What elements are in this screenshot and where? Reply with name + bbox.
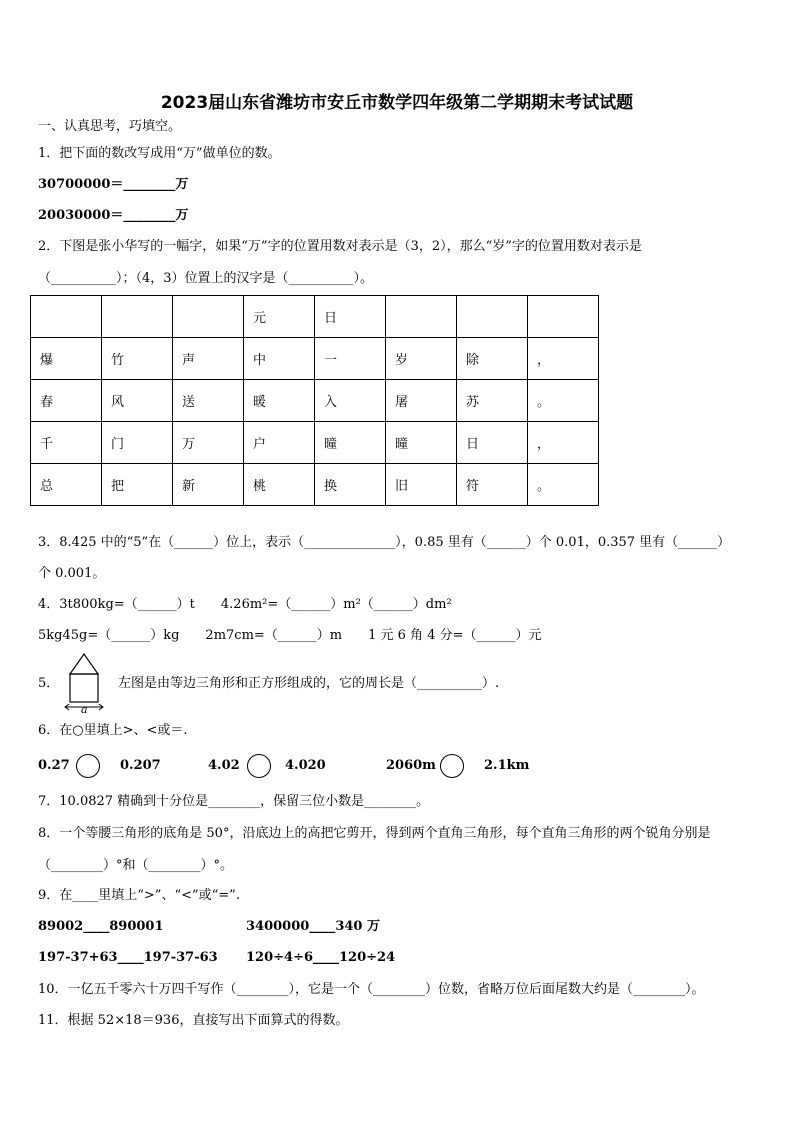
q5-number: 5．: [38, 676, 60, 691]
q2-stem-line1: 2．下图是张小华写的一幅字，如果“万”字的位置用数对表示是（3，2），那么“岁”字的位置用数对表示是: [38, 239, 642, 254]
triangle-square-figure: [62, 652, 112, 714]
section-heading: 一、认真思考，巧填空。: [38, 119, 182, 134]
q6-pair1-left: 0.27: [38, 758, 70, 773]
grid-cell: 旧: [386, 464, 457, 506]
grid-cell: 新: [173, 464, 244, 506]
grid-cell: 。: [528, 380, 599, 422]
grid-cell: 。: [528, 464, 599, 506]
q5-text: 左图是由等边三角形和正方形组成的，它的周长是（__________）.: [118, 676, 500, 691]
grid-cell: ，: [528, 338, 599, 380]
q8-line1: 8．一个等腰三角形的底角是 50°，沿底边上的高把它剪开，得到两个直角三角形，每个直角三角形的两个锐角分别是: [38, 826, 711, 841]
grid-cell: 元: [244, 296, 315, 338]
q1-line1: 30700000＝________万: [38, 177, 189, 192]
q4-line2: 5kg45g=（______）kg 2m7cm=（______）m 1 元 6 角 4 分=（______）元: [38, 628, 542, 643]
grid-row-1: [31, 296, 599, 338]
q9-stem: 9．在____里填上“>”、“<”或“=”.: [38, 888, 240, 903]
grid-cell: 中: [244, 338, 315, 380]
grid-row-4: [31, 422, 599, 464]
q6-pair2-left: 4.02: [208, 758, 240, 773]
grid-cell: 除: [457, 338, 528, 380]
q9-row1-a: 89002____890001: [38, 919, 164, 934]
grid-cell: 屠: [386, 380, 457, 422]
compare-circle-1[interactable]: [76, 754, 100, 778]
q6-pair2-right: 4.020: [285, 758, 326, 773]
grid-cell: [457, 296, 528, 338]
grid-cell: 门: [102, 422, 173, 464]
grid-cell: 入: [315, 380, 386, 422]
q9-row2-a: 197-37+63____197-37-63: [38, 950, 218, 965]
grid-cell: 日: [315, 296, 386, 338]
q2-stem-line2: （__________）；（4，3）位置上的汉字是（__________）。: [38, 271, 374, 286]
grid-cell: 曈: [386, 422, 457, 464]
compare-circle-3[interactable]: [440, 754, 464, 778]
grid-cell: 曈: [315, 422, 386, 464]
grid-cell: 一: [315, 338, 386, 380]
grid-cell: [528, 296, 599, 338]
grid-cell: 把: [102, 464, 173, 506]
q6-pair3-left: 2060m: [386, 758, 436, 773]
grid-cell: 爆: [31, 338, 102, 380]
grid-cell: 春: [31, 380, 102, 422]
compare-circle-2[interactable]: [247, 754, 271, 778]
grid-cell: 日: [457, 422, 528, 464]
square: [70, 674, 98, 702]
q1-line2: 20030000＝________万: [38, 208, 189, 223]
q9-row2-b: 120÷4÷6____120÷24: [246, 950, 396, 965]
grid-cell: 万: [173, 422, 244, 464]
grid-cell: 声: [173, 338, 244, 380]
q8-line2: （________）°和（________）°。: [38, 858, 234, 873]
q1-stem: 1．把下面的数改写成用“万”做单位的数。: [38, 146, 281, 161]
q7: 7．10.0827 精确到十分位是________，保留三位小数是________。: [38, 794, 430, 809]
grid-cell: [386, 296, 457, 338]
grid-row-2: [31, 338, 599, 380]
grid-cell: 换: [315, 464, 386, 506]
grid-cell: 岁: [386, 338, 457, 380]
grid-cell: [31, 296, 102, 338]
grid-cell: ，: [528, 422, 599, 464]
q3-line2: 个 0.001。: [38, 566, 106, 581]
grid-cell: 桃: [244, 464, 315, 506]
side-label: a: [81, 703, 88, 714]
q4-line1: 4．3t800kg=（______）t 4.26m²=（______）m²（______）dm²: [38, 597, 452, 612]
grid-cell: 暖: [244, 380, 315, 422]
grid-cell: [173, 296, 244, 338]
grid-cell: 总: [31, 464, 102, 506]
page-title: 2023届山东省潍坊市安丘市数学四年级第二学期期末考试试题: [160, 93, 634, 113]
q11: 11．根据 52×18＝936，直接写出下面算式的得数。: [38, 1013, 349, 1028]
q9-row1-b: 3400000____340 万: [246, 919, 380, 934]
grid-cell: 竹: [102, 338, 173, 380]
grid-cell: [102, 296, 173, 338]
equilateral-triangle: [70, 654, 98, 674]
grid-cell: 户: [244, 422, 315, 464]
calligraphy-grid: [30, 295, 599, 506]
q6-pair1-right: 0.207: [120, 758, 161, 773]
grid-cell: 符: [457, 464, 528, 506]
q6-stem: 6．在○里填上>、<或＝.: [38, 723, 188, 738]
grid-cell: 苏: [457, 380, 528, 422]
q6-pair3-right: 2.1km: [484, 758, 530, 773]
grid-row-5: [31, 464, 599, 506]
grid-cell: 送: [173, 380, 244, 422]
grid-cell: 千: [31, 422, 102, 464]
q10: 10．一亿五千零六十万四千写作（________），它是一个（________）位数，省略万位后面尾数大约是（________）。: [38, 982, 705, 997]
q3-line1: 3．8.425 中的“5”在（______）位上，表示（______________），0.85 里有（______）个 0.01，0.357 里有（______）: [38, 535, 731, 550]
grid-cell: 风: [102, 380, 173, 422]
grid-row-3: [31, 380, 599, 422]
